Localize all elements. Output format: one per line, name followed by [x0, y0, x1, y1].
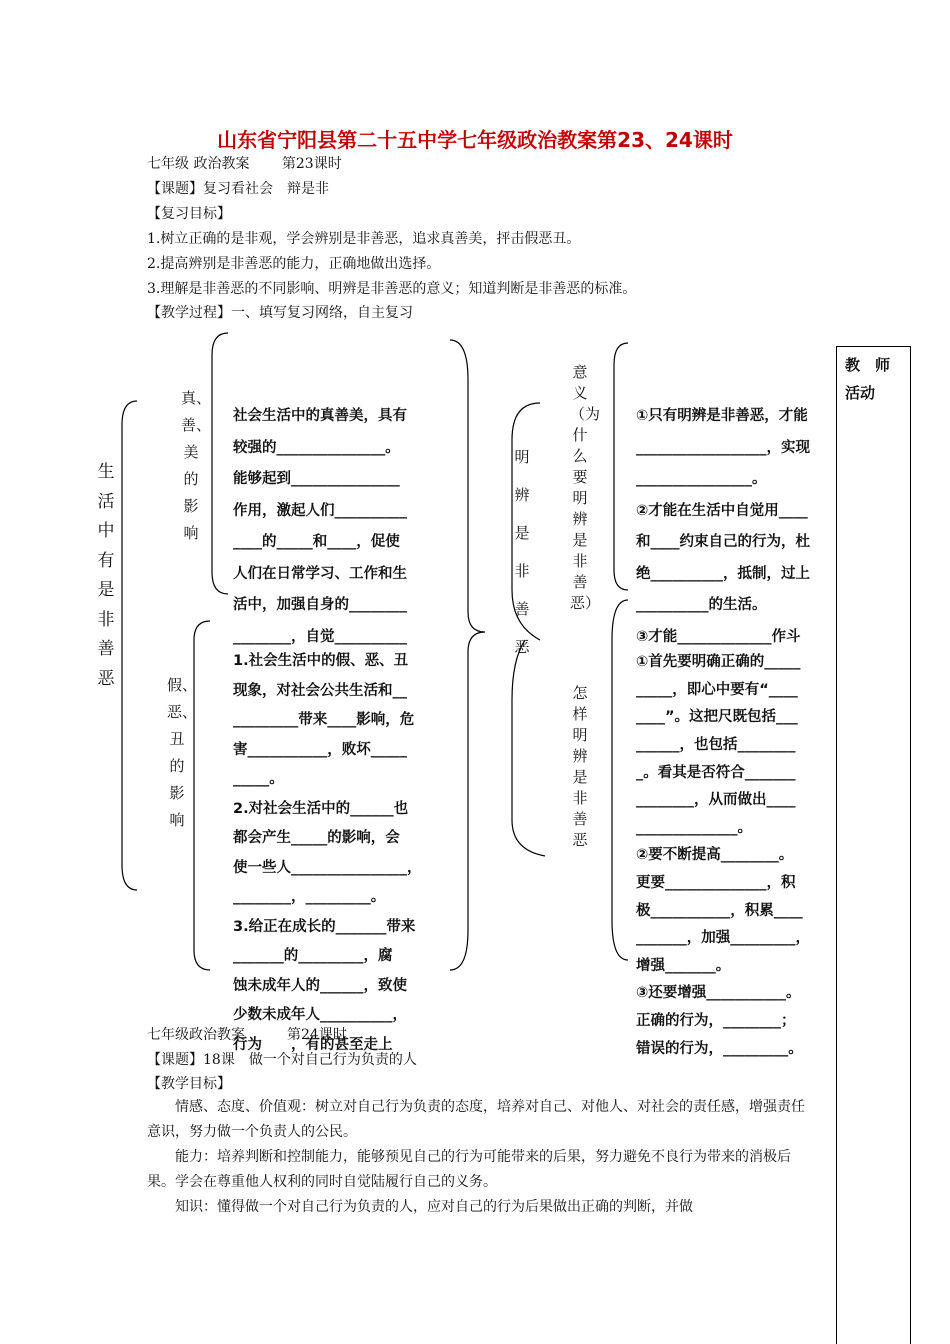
teacher-activity-label: 教 师活动	[845, 356, 891, 402]
text-true: 社会生活中的真善美，具有 较强的_______________。 能够起到_______________ 作用，激起人们__________ ____的_____和____，促使 人们在日常学习、工作和生 活中，加强自身的________ ________，自觉__________	[233, 408, 407, 645]
lesson24-goals-heading: 【教学目标】	[147, 1076, 231, 1092]
lesson24-topic: 【课题】18课 做一个对自己行为负责的人	[147, 1052, 417, 1068]
teacher-activity-column	[836, 346, 911, 1344]
page-title: 山东省宁阳县第二十五中学七年级政治教案第23、24课时	[217, 128, 733, 152]
lesson23-goal-2: 2.提高辨别是非善恶的能力，正确地做出选择。	[147, 256, 441, 272]
lesson23-goal-3: 3.理解是非善恶的不同影响、明辨是非善恶的意义；知道判断是非善恶的标准。	[147, 281, 637, 297]
branch-discern-label: 明辨是非善恶	[514, 448, 530, 656]
lesson23-process: 【教学过程】一、填写复习网络，自主复习	[147, 305, 413, 321]
branch-true-label: 真、善、美的影响	[181, 389, 212, 542]
lesson23-header: 七年级 政治教案 第23课时	[147, 156, 342, 172]
branch-false-label: 假、恶、丑的影响	[167, 676, 198, 829]
lesson24-goals	[147, 1095, 807, 1220]
lesson24-goal-knowledge: 知识：懂得做一个对自己行为负责的人，应对自己的行为后果做出正确的判断，并做	[175, 1199, 693, 1215]
branch-how-label: 怎样明辨是非善恶	[572, 684, 588, 849]
text-how: ①首先要明确正确的_____ _____，即心中要有“____ ____”。这把尺既包括___ ______，也包括________ _。看其是否符合_______ ________，从而做出____ ______________。 ②要不断提高________。 更要______________，积 极___________，积累____ _______，加强_________， 增强_______。 ③还要增强___________。 正确的行为，________； 错误的行为，_________。	[636, 654, 810, 1057]
lesson23-topic: 【课题】复习看社会 辩是非	[147, 181, 329, 197]
lesson23-goals-heading: 【复习目标】	[147, 206, 231, 222]
text-false: 1.社会生活中的假、恶、丑 现象，对社会公共生活和__ _________带来____影响，危 害___________，败坏_____ _____。 2.对社会生活中的______也 都会产生_____的影响，会 使一些人________________， ________，_________。 3.给正在成长的_______带来 _______的_________，腐 蚀未成年人的______，致使 少数未成年人__________， 行为 ，有的甚至走上	[233, 653, 422, 1053]
lesson24-goal-attitude: 情感、态度、价值观：树立对自己行为负责的态度，培养对自己、对他人、对社会的责任感，增强责任意识，努力做一个负责人的公民。	[147, 1099, 805, 1140]
lesson24-goal-ability: 能力：培养判断和控制能力，能够预见自己的行为可能带来的后果，努力避免不良行为带来的消极后果。学会在尊重他人权利的同时自觉陆履行自己的义务。	[147, 1149, 791, 1190]
text-meaning: ①只有明辨是非善恶，才能 __________________，实现 ________________。 ②才能在生活中自觉用____ 和____约束自己的行为，杜 绝__________，抵制，过上 __________的生活。 ③才能_____________作斗	[636, 408, 810, 645]
lesson23-goal-1: 1.树立正确的是非观，学会辨别是非善恶，追求真善美，抨击假恶丑。	[147, 231, 581, 247]
lesson24-header: 七年级政治教案 第24课时	[147, 1027, 347, 1043]
branch-meaning-label: 意义（为什么要明辨是非善恶）	[570, 363, 601, 612]
root-label: 生活中有是非善恶	[97, 462, 115, 689]
